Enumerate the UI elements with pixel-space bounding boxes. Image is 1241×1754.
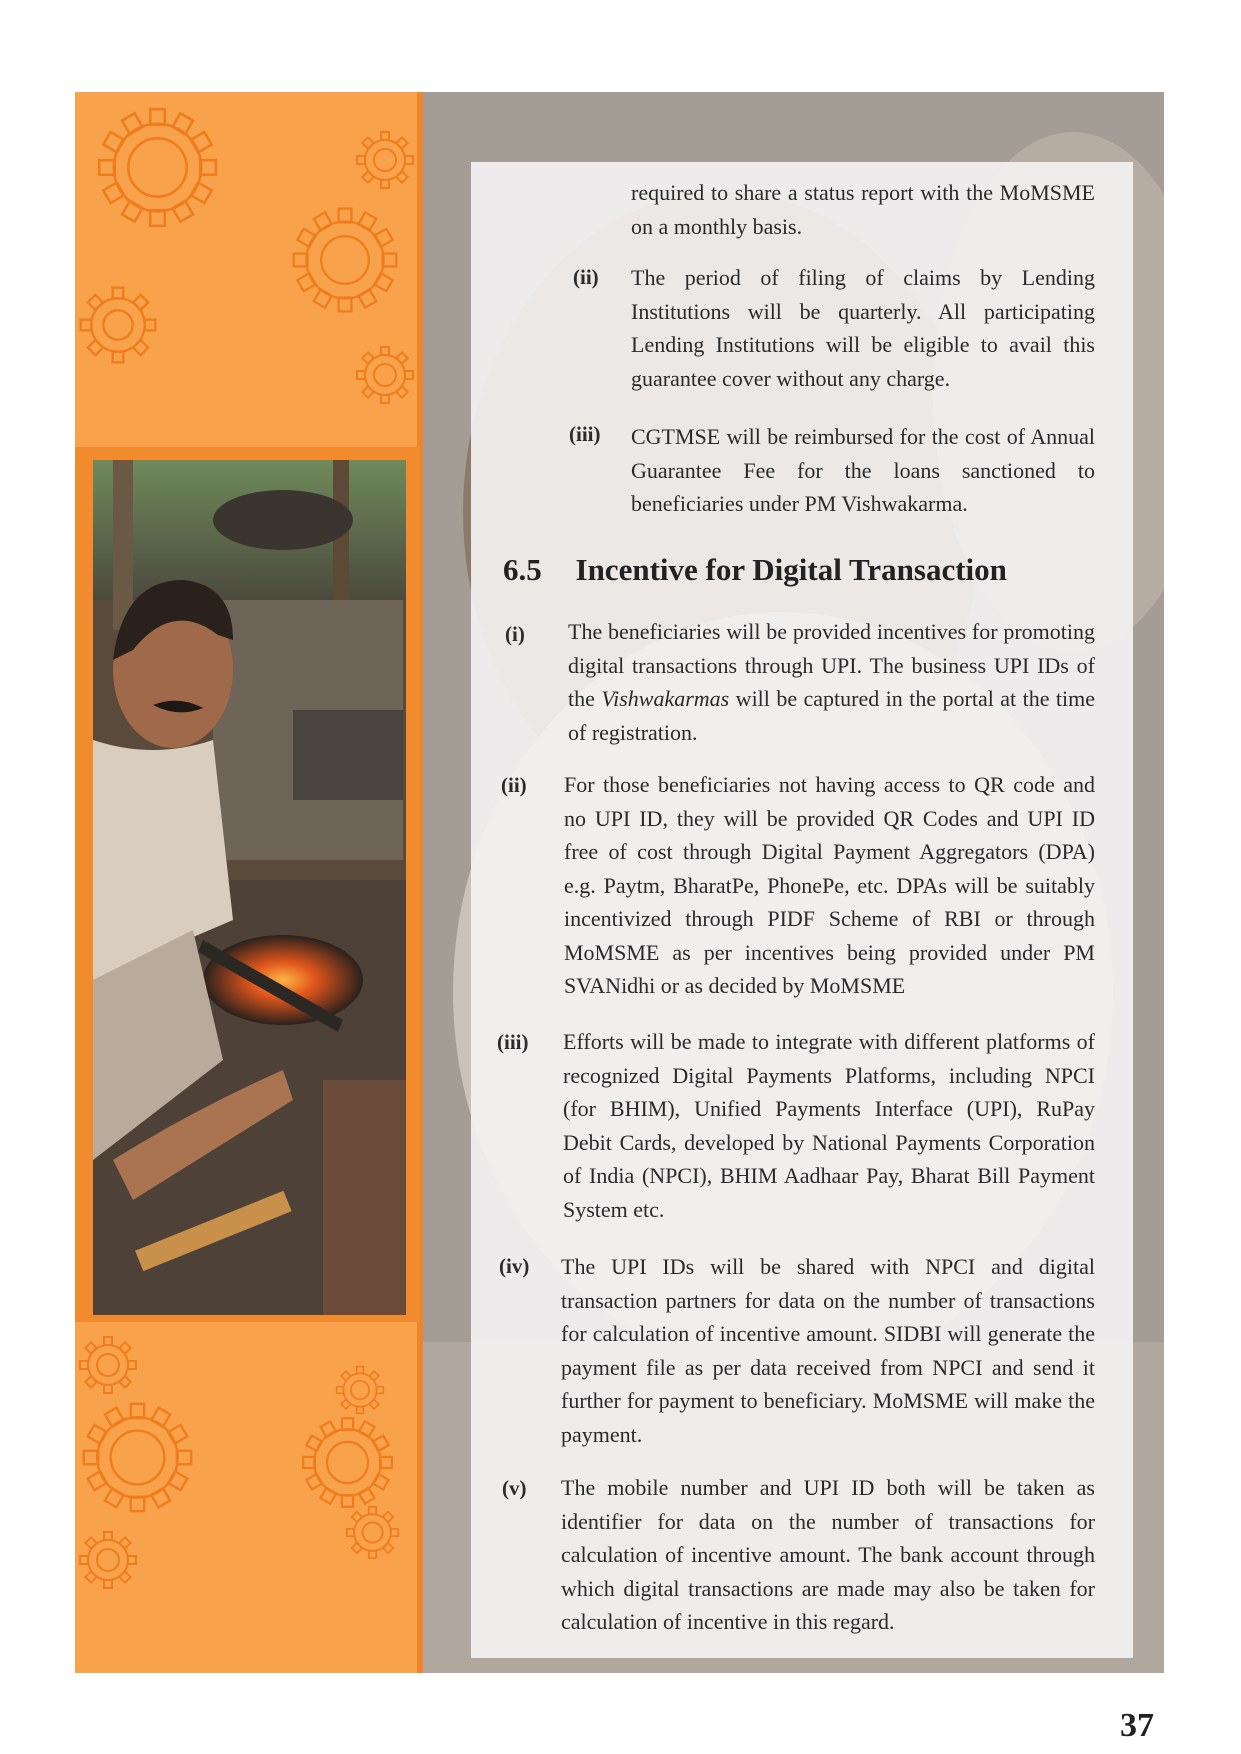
item-label: (iii): [497, 1030, 529, 1054]
item-label: (iii): [569, 422, 601, 446]
item-text: The mobile number and UPI ID both will be taken as identifier for data on the number of transactions for calculation of incentive amount. The bank account through which digital transactions are made may also be taken for calculation of incentive in this regard.: [561, 1475, 1095, 1634]
gear-icon: [355, 345, 415, 405]
gear-icon: [78, 1530, 138, 1590]
item-label: (ii): [573, 265, 599, 289]
section-heading: [503, 550, 1007, 590]
item-label: (iv): [499, 1254, 530, 1278]
item-label: (v): [502, 1476, 527, 1500]
item-text: For those beneficiaries not having access to QR code and no UPI ID, they will be provided QR Codes and UPI ID free of cost through Digital Payment Aggregators (DPA) e.g. Paytm, BharatPe, PhonePe, etc. DPAs will be suitably incentivized through PIDF Scheme of RBI or through MoMSME as per incentives being provided under PM SVANidhi or as decided by MoMSME: [564, 772, 1095, 998]
gear-icon: [95, 105, 220, 230]
item-text: Efforts will be made to integrate with different platforms of recognized Digital Payments Platforms, including NPCI (for BHIM), Unified Payments Interface (UPI), RuPay Debit Cards, developed by National Payments Corporation of India (NPCI), BHIM Aadhaar Pay, Bharat Bill Payment System etc.: [563, 1029, 1095, 1222]
gear-icon: [355, 130, 415, 190]
page-number: 37: [1120, 1707, 1154, 1744]
gear-icon: [78, 285, 158, 365]
item-label: (ii): [501, 773, 527, 797]
section-number: 6.5: [503, 552, 542, 587]
section-title: Incentive for Digital Transaction: [575, 552, 1007, 587]
gear-icon: [345, 1505, 400, 1560]
gear-icon: [290, 205, 400, 315]
item-text: The UPI IDs will be shared with NPCI and digital transaction partners for data on the number of transactions for calculation of incentive amount. SIDBI will generate the payment file as per data received from NPCI and send it further for payment to beneficiary. MoMSME will make the payment.: [561, 1254, 1095, 1447]
blacksmith-photo: [93, 460, 406, 1315]
item-text-start: The beneficiaries will be provided incentives for promoting digital transactions through UPI. The business UPI IDs of the: [568, 619, 1095, 711]
item-text: CGTMSE will be reimbursed for the cost of Annual Guarantee Fee for the loans sanctioned to beneficiaries under PM Vishwakarma.: [631, 424, 1095, 516]
gear-icon: [300, 1415, 395, 1510]
gear-icon: [335, 1365, 385, 1415]
gear-icon: [78, 1335, 138, 1395]
continued-paragraph: required to share a status report with the MoMSME on a monthly basis.: [631, 180, 1095, 239]
item-text-italic: Vishwakarmas: [601, 686, 730, 711]
item-label: (i): [505, 622, 525, 646]
item-text: The period of filing of claims by Lending Institutions will be quarterly. All participating Lending Institutions will be eligible to avail this guarantee cover without any charge.: [631, 265, 1095, 391]
gear-icon: [80, 1400, 195, 1515]
item-text-end: will be captured in the portal at the time of registration.: [568, 686, 1095, 745]
item-text: [568, 615, 1095, 749]
